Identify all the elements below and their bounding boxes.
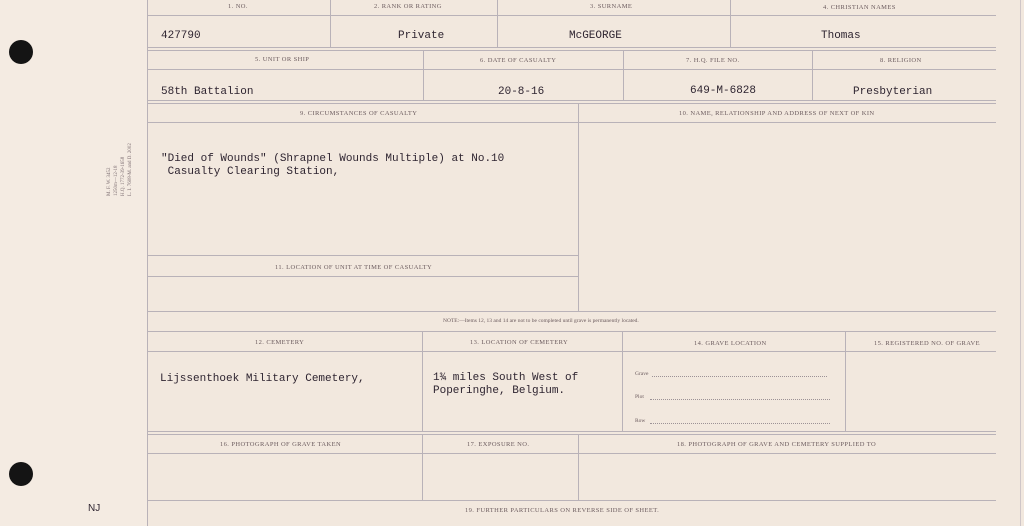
form-code: M. F. W. 3452 1250m—12-18 H.Q. 1772-39-1658 L. I. 7608-M. and D. 2002 (107, 143, 133, 196)
rule (147, 331, 996, 332)
left-margin (0, 0, 147, 526)
label-row: Row (635, 418, 646, 424)
label-plot: Plot (635, 394, 644, 400)
label-date: 6. DATE OF CASUALTY (480, 57, 557, 64)
rule (147, 100, 996, 101)
label-cemetery: 12. CEMETERY (255, 339, 305, 346)
value-no: 427790 (161, 30, 201, 42)
value-rank: Private (398, 30, 445, 42)
label-location-unit: 11. LOCATION OF UNIT AT TIME OF CASUALTY (275, 264, 433, 271)
rule (578, 103, 579, 311)
label-surname: 3. SURNAME (590, 3, 633, 10)
grave-line (652, 376, 827, 377)
rule (147, 50, 996, 51)
value-date: 20-8-16 (498, 86, 545, 98)
label-photo-taken: 16. PHOTOGRAPH OF GRAVE TAKEN (220, 441, 342, 448)
rule (147, 103, 996, 104)
value-religion: Presbyterian (853, 86, 933, 98)
rule (147, 311, 996, 312)
rule (147, 500, 996, 501)
value-cemetery: Lijssenthoek Military Cemetery, (160, 373, 365, 385)
rule (578, 434, 579, 500)
rule (147, 47, 996, 48)
label-religion: 8. RELIGION (880, 57, 922, 64)
punch-hole-bottom (9, 462, 33, 486)
rule (845, 331, 846, 431)
rule (422, 331, 423, 431)
value-hq-file: 649-M-6828 (690, 85, 757, 97)
frame-right (1020, 0, 1021, 526)
row-line (650, 423, 830, 424)
rule (147, 453, 996, 454)
rule (147, 434, 996, 435)
label-rank: 2. RANK OR RATING (374, 3, 442, 10)
rule (147, 431, 996, 432)
rule (147, 122, 996, 123)
rule (147, 276, 578, 277)
rule (497, 0, 498, 47)
label-hq-file: 7. H.Q. FILE NO. (686, 57, 740, 64)
label-circumstances: 9. CIRCUMSTANCES OF CASUALTY (300, 110, 418, 117)
label-unit: 5. UNIT OR SHIP (255, 56, 310, 63)
label-next-of-kin: 10. NAME, RELATIONSHIP AND ADDRESS OF NEXT OF KIN (679, 110, 875, 117)
rule (147, 69, 996, 70)
label-exposure: 17. EXPOSURE NO. (467, 441, 530, 448)
label-registered-no: 15. REGISTERED NO. OF GRAVE (874, 340, 981, 347)
label-grave: Grave (635, 371, 649, 377)
label-location-cemetery: 13. LOCATION OF CEMETERY (470, 339, 569, 346)
value-location-cemetery: 1¾ miles South West of Poperinghe, Belgium. (433, 372, 579, 397)
rule (147, 15, 996, 16)
footer-note: 19. FURTHER PARTICULARS ON REVERSE SIDE OF SHEET. (465, 507, 660, 514)
label-photo-supplied: 18. PHOTOGRAPH OF GRAVE AND CEMETERY SUPPLIED TO (677, 441, 877, 448)
frame-left (147, 0, 148, 526)
rule (623, 50, 624, 100)
note: NOTE:—Items 12, 13 and 14 are not to be completed until grave is permanently located. (443, 318, 639, 324)
rule (730, 0, 731, 47)
rule (622, 331, 623, 431)
corner-initials: NJ (88, 503, 101, 514)
rule (423, 50, 424, 100)
label-christian: 4. CHRISTIAN NAMES (823, 4, 896, 11)
value-christian: Thomas (821, 30, 861, 42)
rule (330, 0, 331, 47)
rule (147, 255, 578, 256)
label-grave-location: 14. GRAVE LOCATION (694, 340, 767, 347)
label-no: 1. NO. (228, 3, 248, 10)
punch-hole-top (9, 40, 33, 64)
rule (422, 434, 423, 500)
rule (147, 351, 996, 352)
value-surname: McGEORGE (569, 30, 622, 42)
value-unit: 58th Battalion (161, 86, 254, 98)
plot-line (650, 399, 830, 400)
rule (812, 50, 813, 100)
value-circumstances: "Died of Wounds" (Shrapnel Wounds Multiple) at No.10 Casualty Clearing Station, (161, 153, 505, 178)
